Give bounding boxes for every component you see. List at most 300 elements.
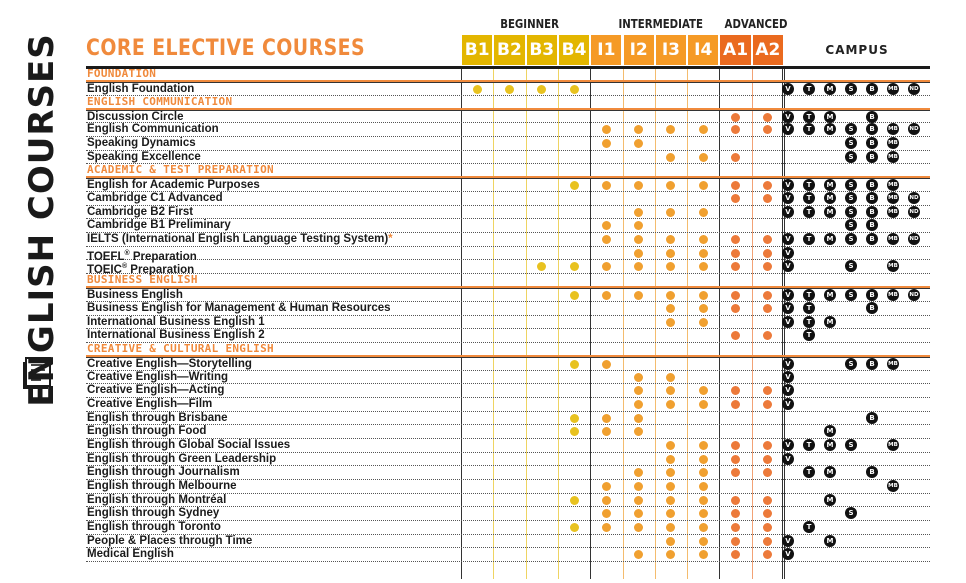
campus-badge-mb: MB [887,151,899,163]
level-dot-i3 [666,249,675,258]
campus-badge-nd: ND [908,206,920,218]
level-dot-i3 [666,153,675,162]
campus-badge-m: M [824,425,836,437]
campus-badge-m: M [824,123,836,135]
level-dot-i4 [699,125,708,134]
course-row [86,260,930,277]
campus-badge-b: B [866,111,878,123]
course-name [87,137,196,150]
course-name-text: English through Food [87,425,207,438]
level-dot-i4 [699,386,708,395]
level-dot-i1 [602,496,611,505]
level-dot-i3 [666,262,675,271]
course-name [87,548,174,561]
level-dot-b4 [570,262,579,271]
campus-badge-t: T [803,466,815,478]
course-row [86,466,930,480]
level-dot-a2 [763,455,772,464]
campus-badge-s: S [845,233,857,245]
campus-badge-s: S [845,179,857,191]
campus-badge-m: M [824,206,836,218]
course-name-text: Creative English—Acting [87,384,225,397]
course-row [86,535,930,549]
course-row [86,219,930,233]
course-name [87,358,252,371]
level-dot-i4 [699,482,708,491]
course-row [86,206,930,220]
campus-badge-t: T [803,179,815,191]
level-dot-i1 [602,427,611,436]
level-dot-i1 [602,221,611,230]
level-dot-i3 [666,550,675,559]
level-header-a2: A2 [753,35,783,65]
course-name-text: TOEFL [87,250,125,263]
course-name [87,494,226,507]
campus-badge-v: V [782,358,794,370]
campus-badge-v: V [782,398,794,410]
level-dot-i3 [666,235,675,244]
course-name [87,206,193,219]
campus-badge-t: T [803,192,815,204]
level-dot-i4 [699,153,708,162]
campus-badge-v: V [782,260,794,272]
level-dot-i2 [634,208,643,217]
campus-badge-s: S [845,206,857,218]
course-name [87,439,290,452]
level-dot-a2 [763,291,772,300]
campus-badge-v: V [782,192,794,204]
level-dot-a2 [763,125,772,134]
level-dot-a2 [763,331,772,340]
course-name-text: English through Global Social Issues [87,438,291,451]
course-name-text: People & Places through Time [87,534,253,547]
level-header-i3: I3 [656,35,686,65]
level-dot-a2 [763,509,772,518]
level-dot-i1 [602,509,611,518]
section-label: ENGLISH COMMUNICATION [87,94,233,108]
level-dot-a2 [763,550,772,559]
level-dot-a2 [763,181,772,190]
level-dot-i4 [699,235,708,244]
course-row [86,110,930,124]
campus-badge-b: B [866,179,878,191]
course-name [87,111,184,124]
level-dot-i3 [666,181,675,190]
level-header-b1: B1 [462,35,492,65]
course-name-text: English through Montréal [87,493,227,506]
course-row [86,302,930,316]
level-dot-b4 [570,291,579,300]
campus-badge-v: V [782,83,794,95]
level-dot-a2 [763,468,772,477]
side-title-text: ENGLISH COURSES [22,33,62,407]
level-dot-i4 [699,455,708,464]
campus-badge-b: B [866,83,878,95]
course-name [87,466,240,479]
level-dot-i4 [699,509,708,518]
course-name-text: TOEIC [87,264,122,277]
course-name-text: Cambridge B1 Preliminary [87,219,231,232]
campus-badge-s: S [845,289,857,301]
course-row [86,439,930,453]
course-name-text: Business English for Management & Human Resources [87,301,391,314]
registered-mark: ® [124,249,130,257]
campus-badge-t: T [803,439,815,451]
level-dot-i2 [634,386,643,395]
course-name-text: English through Melbourne [87,480,237,492]
campus-badge-mb: MB [887,289,899,301]
course-name-text: Business English [87,289,183,302]
course-name [87,507,219,520]
campus-badge-s: S [845,507,857,519]
campus-badge-m: M [824,289,836,301]
campus-badge-v: V [782,302,794,314]
level-dot-a1 [731,537,740,546]
level-dot-a1 [731,468,740,477]
campus-badge-nd: ND [908,83,920,95]
level-dot-a2 [763,496,772,505]
footnote-star: * [388,233,393,246]
level-dot-i2 [634,181,643,190]
level-dot-i3 [666,482,675,491]
campus-badge-b: B [866,412,878,424]
course-name [87,192,223,205]
level-dot-a1 [731,113,740,122]
course-row [86,521,930,535]
level-dot-a2 [763,537,772,546]
campus-badge-t: T [803,123,815,135]
campus-badge-b: B [866,358,878,370]
level-dot-i3 [666,373,675,382]
course-row [86,494,930,508]
level-dot-i2 [634,509,643,518]
level-header-b2: B2 [494,35,524,65]
level-dot-b3 [537,262,546,271]
campus-badge-t: T [803,521,815,533]
campus-badge-m: M [824,439,836,451]
level-dot-i2 [634,496,643,505]
course-row [86,480,930,494]
campus-badge-b: B [866,206,878,218]
campus-badge-v: V [782,384,794,396]
level-header-b4: B4 [559,35,589,65]
course-name-text: Speaking Excellence [87,150,201,163]
campus-badge-b: B [866,151,878,163]
level-dot-i2 [634,221,643,230]
campus-badge-nd: ND [908,123,920,135]
campus-badge-t: T [803,206,815,218]
level-dot-a2 [763,194,772,203]
campus-badge-t: T [803,83,815,95]
level-header-i1: I1 [591,35,621,65]
level-dot-a1 [731,331,740,340]
course-name [87,480,237,493]
section-header [86,274,930,288]
level-dot-a1 [731,509,740,518]
campus-badge-t: T [803,111,815,123]
level-dot-i2 [634,249,643,258]
course-name-suffix: Preparation [129,250,197,263]
campus-badge-m: M [824,233,836,245]
campus-badge-mb: MB [887,206,899,218]
campus-badge-mb: MB [887,480,899,492]
campus-badge-s: S [845,439,857,451]
course-name-text: Cambridge C1 Advanced [87,192,223,205]
level-dot-a2 [763,113,772,122]
level-dot-i4 [699,249,708,258]
level-dot-i2 [634,291,643,300]
section-header [86,164,930,178]
level-dot-a1 [731,194,740,203]
course-name [87,384,224,397]
course-name [87,412,228,425]
level-dot-b4 [570,181,579,190]
level-dot-i2 [634,482,643,491]
course-row [86,384,930,398]
section-header [86,96,930,110]
course-row [86,137,930,151]
level-dot-i4 [699,496,708,505]
campus-badge-v: V [782,289,794,301]
section-label: ACADEMIC & TEST PREPARATION [87,163,274,177]
level-group-beginner: BEGINNER [499,17,559,31]
course-row [86,548,930,562]
level-dot-b4 [570,427,579,436]
campus-badge-m: M [824,179,836,191]
level-dot-a1 [731,181,740,190]
campus-badge-b: B [866,466,878,478]
course-name [87,316,265,329]
level-dot-a1 [731,386,740,395]
campus-badge-mb: MB [887,179,899,191]
course-name [87,289,183,302]
level-dot-a1 [731,249,740,258]
level-dot-i4 [699,262,708,271]
campus-badge-s: S [845,358,857,370]
level-dot-i1 [602,181,611,190]
course-row [86,288,930,302]
level-dot-b4 [570,85,579,94]
course-name-text: International Business English 1 [87,315,265,328]
level-dot-i2 [634,139,643,148]
course-row [86,316,930,330]
course-row [86,329,930,343]
level-dot-i3 [666,468,675,477]
course-name [87,535,252,548]
campus-badge-mb: MB [887,137,899,149]
level-dot-i4 [699,537,708,546]
course-name-text: English through Sydney [87,507,220,520]
level-dot-a2 [763,523,772,532]
level-dot-i3 [666,208,675,217]
level-dot-i1 [602,482,611,491]
level-header-i2: I2 [624,35,654,65]
campus-badge-v: V [782,247,794,259]
campus-badge-s: S [845,83,857,95]
course-row [86,178,930,192]
course-name [87,233,393,246]
section-header [86,343,930,357]
course-row [86,82,930,96]
course-name [87,151,201,164]
campus-badge-b: B [866,192,878,204]
campus-badge-v: V [782,111,794,123]
campus-header: CAMPUS [825,43,889,57]
course-name [87,453,276,466]
campus-badge-nd: ND [908,192,920,204]
level-dot-i2 [634,468,643,477]
campus-badge-v: V [782,535,794,547]
level-dot-a2 [763,400,772,409]
campus-badge-t: T [803,329,815,341]
level-dot-i3 [666,523,675,532]
course-name-text: IELTS (International English Language Testing System) [87,233,389,246]
registered-mark: ® [121,263,128,271]
course-row [86,151,930,165]
level-dot-a1 [731,153,740,162]
section-label: CREATIVE & CULTURAL ENGLISH [87,341,274,355]
level-dot-i2 [634,523,643,532]
level-dot-i2 [634,125,643,134]
course-name-text: Creative English—Storytelling [87,357,252,370]
level-group-advanced: ADVANCED [724,17,787,31]
campus-badge-t: T [803,233,815,245]
level-dot-a1 [731,496,740,505]
level-dot-a1 [731,455,740,464]
level-dot-i3 [666,496,675,505]
level-dot-a1 [731,291,740,300]
campus-badge-t: T [803,316,815,328]
level-group-intermediate: INTERMEDIATE [618,17,703,31]
level-dot-i3 [666,455,675,464]
campus-badge-m: M [824,535,836,547]
course-name [87,123,219,136]
campus-badge-mb: MB [887,123,899,135]
course-name [87,371,228,384]
campus-badge-mb: MB [887,439,899,451]
level-dot-i4 [699,550,708,559]
level-header-i4: I4 [688,35,718,65]
level-dot-i3 [666,441,675,450]
course-name-suffix: Preparation [127,264,195,277]
campus-badge-v: V [782,548,794,560]
campus-badge-nd: ND [908,289,920,301]
course-name-text: English through Green Leadership [87,452,277,465]
level-dot-i2 [634,400,643,409]
level-dot-i2 [634,414,643,423]
course-row [86,507,930,521]
level-dot-i4 [699,523,708,532]
campus-badge-t: T [803,302,815,314]
course-row [86,412,930,426]
level-dot-i2 [634,550,643,559]
level-dot-i4 [699,291,708,300]
course-row [86,192,930,206]
campus-badge-b: B [866,302,878,314]
course-name [87,425,206,438]
course-name-text: Discussion Circle [87,110,184,123]
course-name [87,329,265,342]
level-dot-i1 [602,125,611,134]
course-name [87,179,260,192]
level-dot-i4 [699,468,708,477]
level-dot-i1 [602,139,611,148]
campus-badge-t: T [803,289,815,301]
campus-badge-v: V [782,439,794,451]
level-header-b3: B3 [527,35,557,65]
level-dot-i3 [666,125,675,134]
campus-badge-v: V [782,233,794,245]
campus-badge-m: M [824,111,836,123]
level-dot-i4 [699,181,708,190]
campus-badge-mb: MB [887,358,899,370]
course-name-text: English Communication [87,123,219,136]
course-row [86,425,930,439]
level-dot-i4 [699,400,708,409]
course-name-text: English for Academic Purposes [87,179,260,192]
book-icon [22,356,58,390]
level-dot-a2 [763,441,772,450]
campus-badge-mb: MB [887,192,899,204]
level-dot-i1 [602,414,611,423]
level-dot-a2 [763,386,772,395]
level-dot-i1 [602,523,611,532]
section-label: BUSINESS ENGLISH [87,273,198,287]
campus-badge-s: S [845,151,857,163]
level-dot-i3 [666,291,675,300]
course-name-text: Creative English—Writing [87,370,229,383]
course-name-text: Speaking Dynamics [87,137,196,150]
level-dot-a1 [731,125,740,134]
level-dot-i4 [699,304,708,313]
level-dot-b4 [570,523,579,532]
level-header-a1: A1 [720,35,750,65]
level-dot-i2 [634,427,643,436]
level-dot-i2 [634,262,643,271]
campus-badge-v: V [782,206,794,218]
course-row [86,123,930,137]
campus-badge-s: S [845,192,857,204]
level-dot-i3 [666,304,675,313]
campus-badge-m: M [824,494,836,506]
level-dot-i4 [699,318,708,327]
level-dot-i1 [602,360,611,369]
course-row [86,398,930,412]
level-dot-b4 [570,496,579,505]
course-name-text: International Business English 2 [87,329,265,342]
campus-badge-v: V [782,179,794,191]
level-dot-b4 [570,360,579,369]
course-name [87,302,391,315]
course-row [86,247,930,261]
campus-badge-b: B [866,219,878,231]
level-dot-a1 [731,235,740,244]
course-name-text: English through Journalism [87,466,240,479]
level-dot-i2 [634,373,643,382]
level-dot-i3 [666,400,675,409]
level-dot-i4 [699,208,708,217]
campus-badge-b: B [866,137,878,149]
campus-badge-m: M [824,83,836,95]
campus-badge-b: B [866,233,878,245]
course-row [86,357,930,371]
level-dot-a1 [731,523,740,532]
campus-badge-m: M [824,192,836,204]
course-name [87,398,212,411]
section-header [86,68,930,82]
level-dot-a1 [731,262,740,271]
level-dot-b2 [505,85,514,94]
